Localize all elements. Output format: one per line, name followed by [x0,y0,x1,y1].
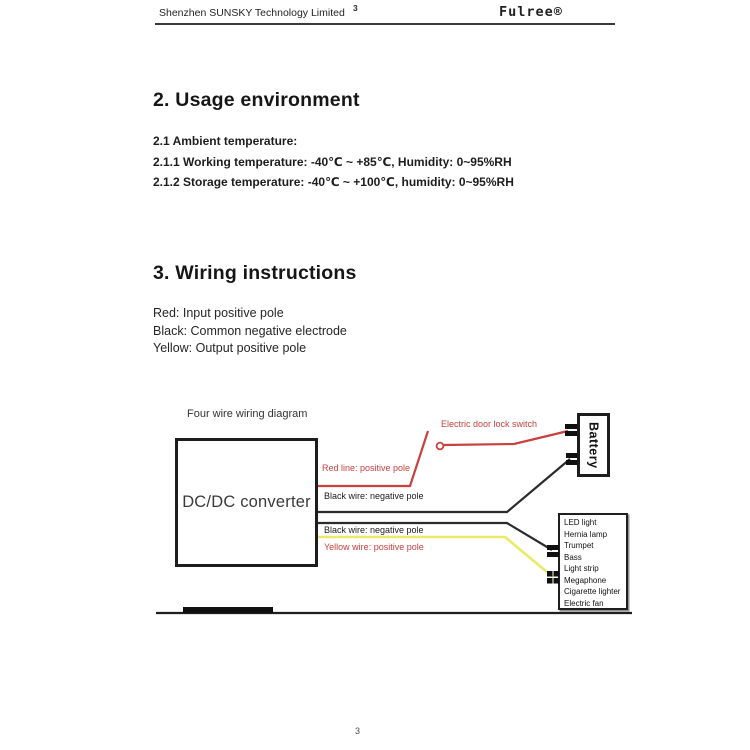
wiring-legend-text [153,305,347,358]
load-item: Electric fan [564,598,604,608]
header-superscript: 3 [353,3,358,13]
wiring-line-red: Red: Input positive pole [153,306,284,320]
red-wire-segment [318,431,428,486]
usage-line-storage-temp: 2.1.2 Storage temperature: -40℃ ~ +100℃, humidity: 0~95%RH [153,175,514,189]
baseline-thick-bar [183,607,273,613]
load-item: LED light [564,518,597,527]
section-title-usage: 2. Usage environment [153,89,360,111]
battery-positive-terminal-icon [565,424,577,436]
battery-label: Battery [586,421,601,469]
red-wire-to-battery [444,431,568,445]
page-number: 3 [355,726,361,736]
dcdc-converter-label: DC/DC converter [182,493,311,511]
brand-logo: Fulree® [499,4,563,20]
dcdc-converter-box [175,438,318,567]
diagram-caption: Four wire wiring diagram [187,408,308,420]
usage-line-working-temp: 2.1.1 Working temperature: -40℃ ~ +85℃, Humidity: 0~95%RH [153,154,512,169]
load-item: Cigarette lighter [564,587,621,597]
switch-contact-icon [437,443,444,450]
load-item: Trumpet [564,541,594,551]
load-item: Light strip [564,564,599,574]
wiring-line-black: Black: Common negative electrode [153,323,347,338]
yellow-wire-label: Yellow wire: positive pole [324,542,424,552]
header-rule [155,23,615,25]
load-item: Hernia lamp [564,529,608,539]
black-wire-bottom-label: Black wire: negative pole [324,525,424,535]
load-item: Megaphone [564,575,607,585]
wiring-line-yellow: Yellow: Output positive pole [153,341,307,355]
load-devices-box [558,513,628,610]
black-wire-top-label: Black wire: negative pole [324,491,424,501]
usage-environment-text [153,131,514,193]
red-wire-label: Red line: positive pole [322,463,411,473]
load-item: Bass [564,552,582,562]
door-lock-switch-label: Electric door lock switch [441,419,538,429]
battery-negative-terminal-icon [566,453,577,465]
usage-line-ambient: 2.1 Ambient temperature: [153,134,298,148]
header-company-name: Shenzhen SUNSKY Technology Limited [159,7,345,19]
section-title-wiring: 3. Wiring instructions [153,262,357,284]
battery-box [577,413,610,477]
